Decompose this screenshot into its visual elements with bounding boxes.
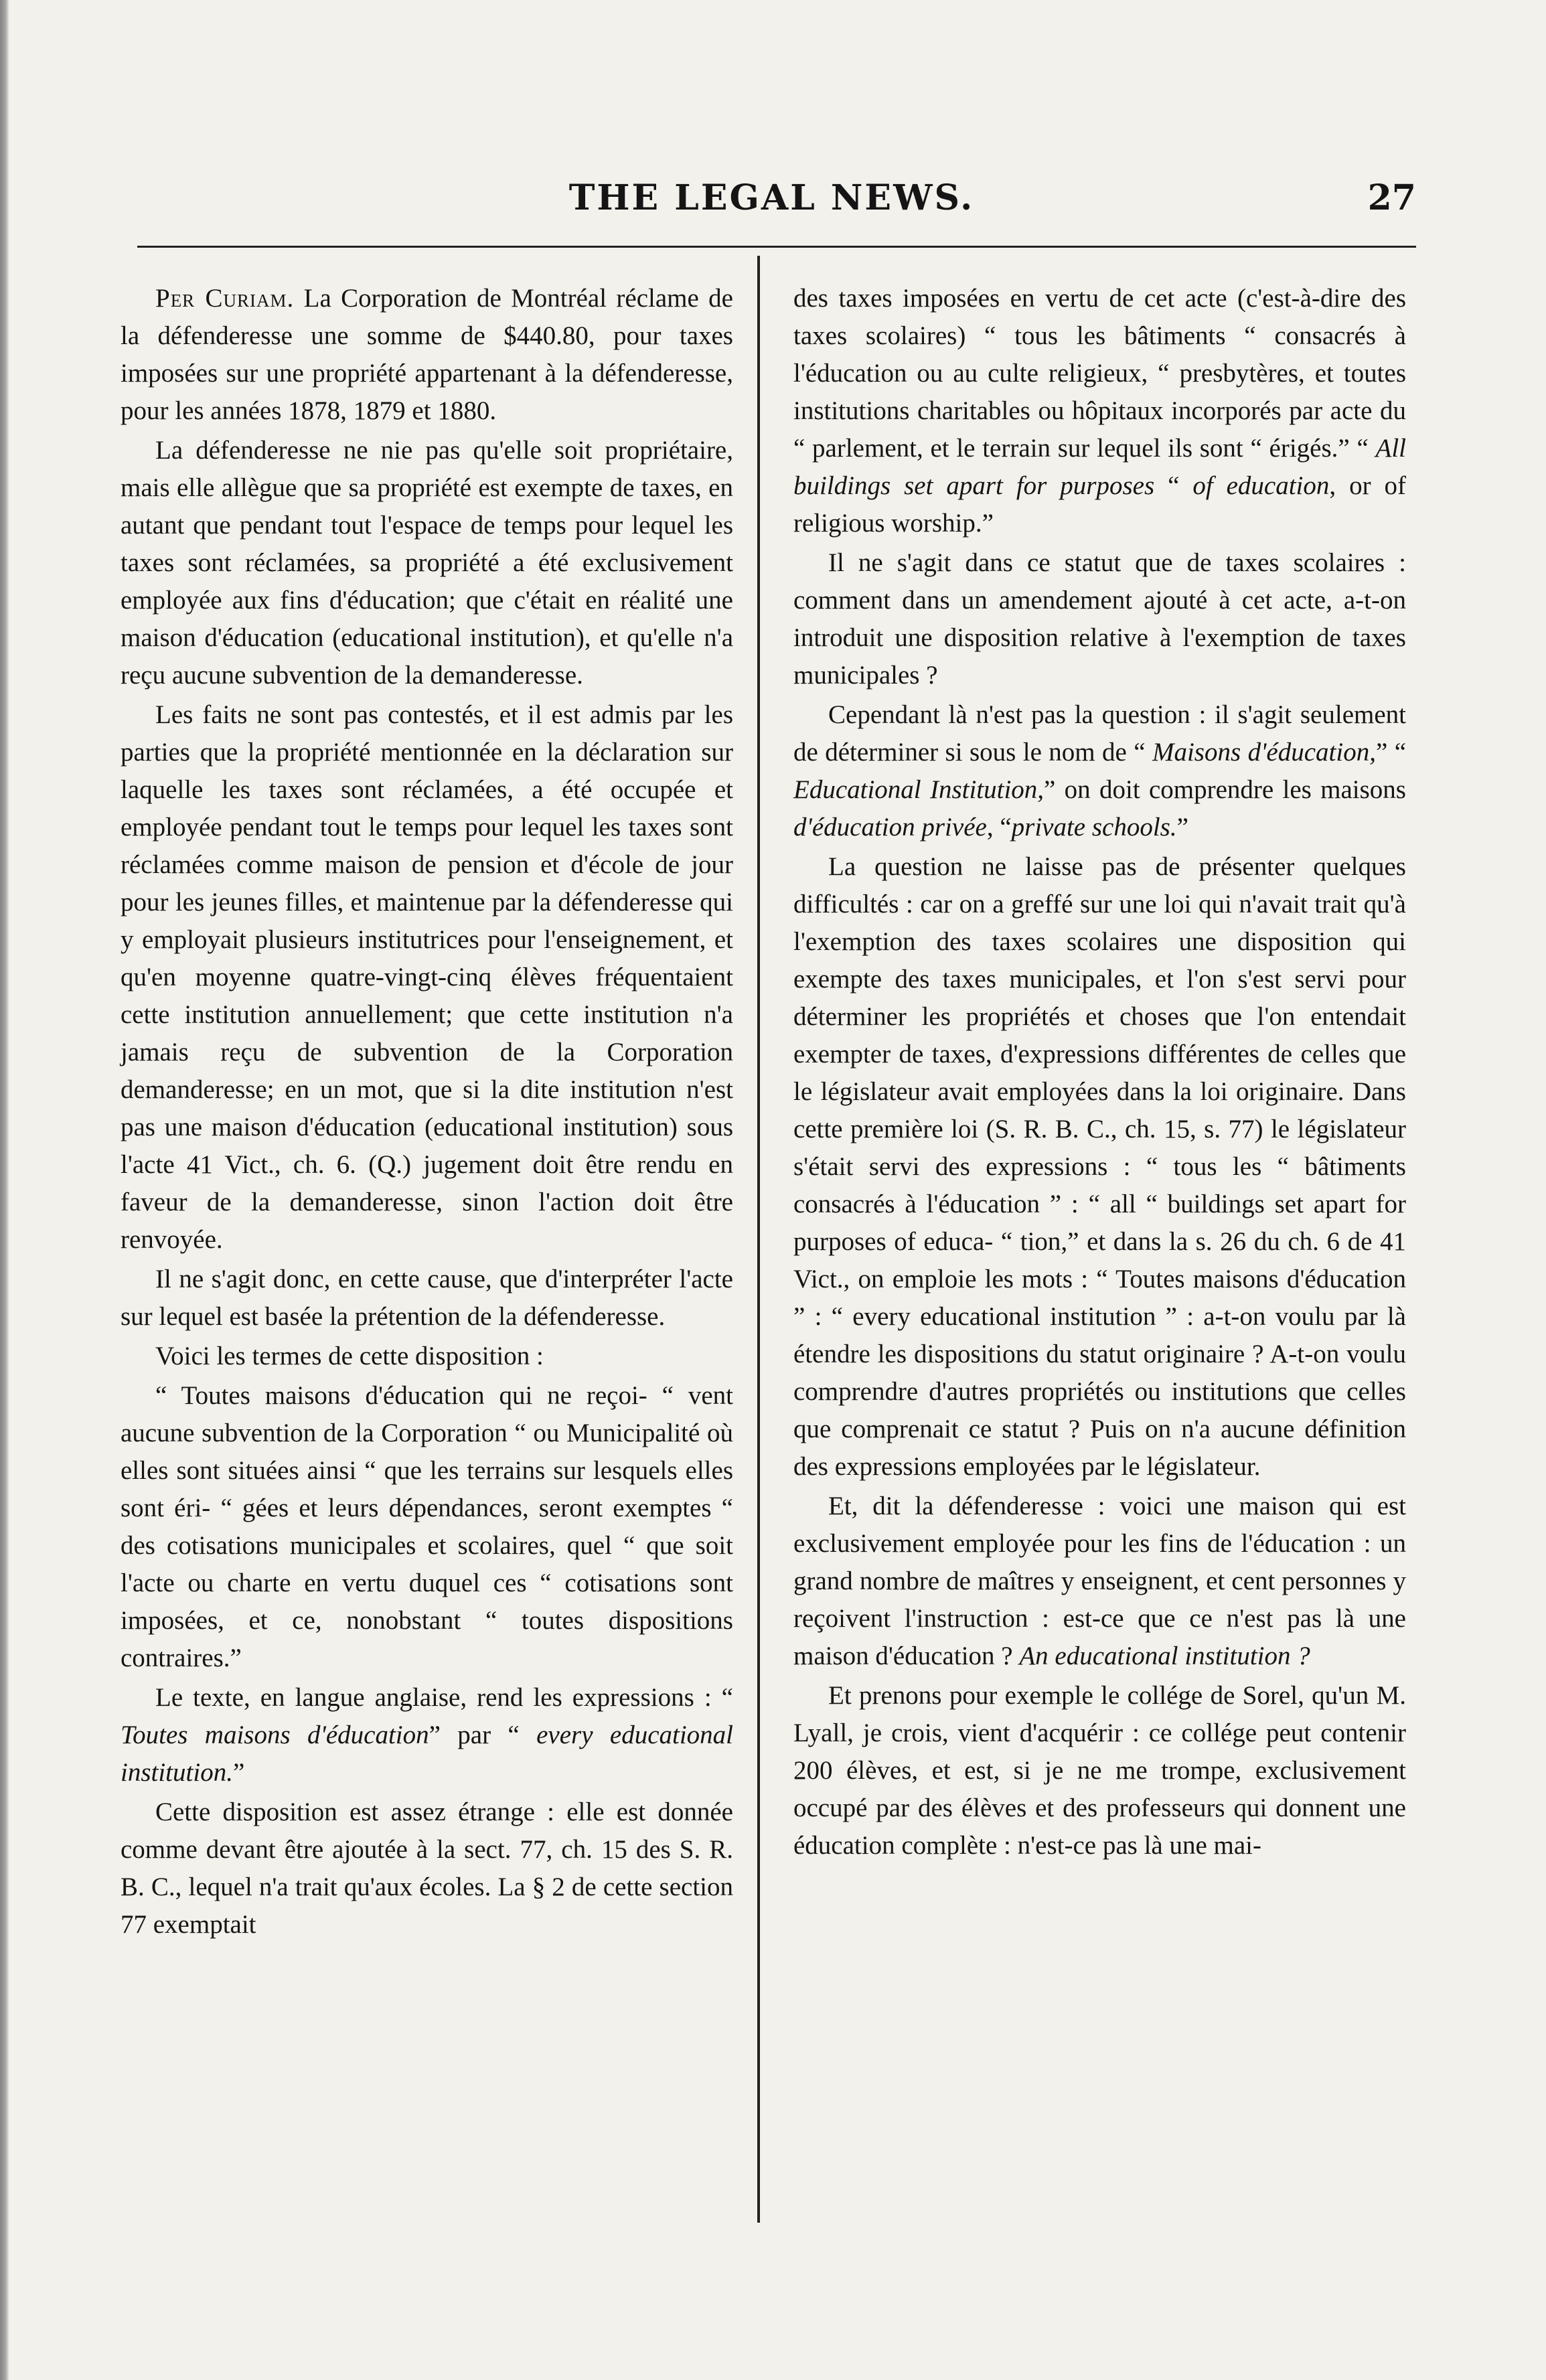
text-run: Le texte, en langue anglaise, rend les expressions : “ (155, 1683, 733, 1712)
paragraph: Et prenons pour exemple le collége de Sorel, qu'un M. Lyall, je crois, vient d'acquérir : ce collége peut contenir 200 élèves, et est, si je ne me trompe, exclusivement occupé par des élèves et des professeurs qui donnent une éducation complète : n'est-ce pas là une mai- (793, 1681, 1406, 1860)
text-run: , or of religious worship.” (793, 471, 1406, 538)
text-run: ” “ (1375, 738, 1406, 767)
text-run: “ (1154, 471, 1193, 500)
italic-run: of education (1192, 471, 1330, 500)
page-header (127, 177, 1416, 231)
text-run: des taxes imposées en vertu de cet acte (c'est-à-dire des taxes scolaires) “ tous les bâtiments “ consacrés à l'éducation ou au culte religieux, “ presbytères, et toutes institutions charitables ou hôpitaux incorporés par acte du “ parlement, et le terrain sur lequel ils sont “ érigés.” “ (793, 284, 1406, 463)
scan-edge-shadow (0, 0, 9, 2380)
header-rule (137, 246, 1416, 248)
text-run: ” (232, 1758, 245, 1787)
italic-run: All buildings set apart for purposes (793, 434, 1406, 500)
italic-run: every educational institution. (121, 1721, 734, 1787)
paragraph (121, 1679, 733, 1792)
italic-run: d'éducation privée (793, 813, 987, 842)
italic-run: Toutes maisons d'éducation (121, 1721, 429, 1749)
italic-run: private schools. (1011, 813, 1177, 842)
italic-run: Maisons d'éducation, (1152, 738, 1376, 767)
running-title: THE LEGAL NEWS. (568, 177, 975, 218)
column-divider (757, 256, 760, 2223)
paragraph: La défenderesse ne nie pas qu'elle soit propriétaire, mais elle allègue que sa propriété est exempte de taxes, en autant que pendant tout l'espace de temps pour lequel les taxes sont réclamées, sa propriété a été exclusivement employée aux fins d'éducation; que c'était en réalité une maison d'éducation (educational institution), et qu'elle n'a reçu aucune subvention de la demanderesse. (121, 436, 733, 690)
text-run: ” par “ (429, 1721, 537, 1749)
text-run: ” on doit comprendre les maisons (1044, 775, 1406, 804)
paragraph-text: La Corporation de Montréal réclame de la défenderesse une somme de $440.80, pour taxes imposées sur une propriété appartenant à la défenderesse, pour les années 1878, 1879 et 1880. (121, 284, 733, 425)
per-curiam-lead: Per Curiam. (155, 284, 295, 313)
paragraph: Voici les termes de cette disposition : (155, 1342, 544, 1370)
text-run: Et, dit la défenderesse : voici une maison qui est exclusivement employée pour les fins de l'éducation : un grand nombre de maîtres y enseignent, et cent personnes y reçoivent l'instruction : est-ce que ce n'est pas là une maison d'éducation ? (793, 1492, 1406, 1670)
paragraph: Il ne s'agit dans ce statut que de taxes scolaires : comment dans un amendement ajouté à cet acte, a-t-on introduit une disposition relative à l'exemption de taxes municipales ? (793, 548, 1406, 690)
paragraph (793, 696, 1406, 846)
paragraph: La question ne laisse pas de présenter quelques difficultés : car on a greffé sur une loi qui n'avait trait qu'à l'exemption des taxes scolaires une disposition qui exempte des taxes municipales, et l'on s'est servi pour déterminer les propriétés et choses que l'on entendait exempter de taxes, d'expressions différentes de celles que le législateur avait employées dans la loi originaire. Dans cette première loi (S. R. B. C., ch. 15, s. 77) le législateur s'était servi des expressions : “ tous les “ bâtiments consacrés à l'éducation ” : “ all “ buildings set apart for purposes of educa- “ tion,” et dans la s. 26 du ch. 6 de 41 Vict., on emploie les mots : “ Toutes maisons d'éducation ” : “ every educational institution ” : a-t-on voulu par là étendre les dispositions du statut originaire ? A-t-on voulu comprendre d'autres propriétés ou institutions que celles que comprenait ce statut ? Puis on n'a aucune définition des expressions employées par le législateur. (793, 852, 1406, 1481)
text-run: ” (1176, 813, 1188, 842)
paragraph (793, 1488, 1406, 1675)
text-run: Cependant là n'est pas la question : il s'agit seulement de déterminer si sous le nom de “ (793, 700, 1406, 767)
right-column (793, 280, 1406, 1867)
text-run: , “ (986, 813, 1012, 842)
left-column (121, 280, 733, 1946)
page-number: 27 (1367, 177, 1416, 218)
statute-quote: “ Toutes maisons d'éducation qui ne reçoi- “ vent aucune subvention de la Corporation “ ou Municipalité où elles sont situées ainsi “ que les terrains sur lesquels elles sont éri- “ gées et leurs dépendances, seront exemptes “ des cotisations municipales et scolaires, quel “ que soit l'acte ou charte en vertu duquel ces “ cotisations sont imposées, et ce, nonobstant “ toutes dispositions contraires.” (121, 1381, 733, 1672)
italic-run: An educational institution ? (1019, 1642, 1310, 1670)
paragraph: Les faits ne sont pas contestés, et il est admis par les parties que la propriété mentionnée en la déclaration sur laquelle les taxes sont réclamées, a été occupée et employée pendant tout le temps pour lequel les taxes sont réclamées comme maison de pension et d'école de jour pour les jeunes filles, et maintenue par la défenderesse qui y employait plusieurs institutrices pour l'enseignement, et qu'en moyenne quatre-vingt-cinq élèves fréquentaient cette institution annuellement; que cette institution n'a jamais reçu de subvention de la Corporation demanderesse; en un mot, que si la dite institution n'est pas une maison d'éducation (educational institution) sous l'acte 41 Vict., ch. 6. (Q.) jugement doit être rendu en faveur de la demanderesse, sinon l'action doit être renvoyée. (121, 700, 733, 1254)
paragraph: Cette disposition est assez étrange : elle est donnée comme devant être ajoutée à la sect. 77, ch. 15 des S. R. B. C., lequel n'a trait qu'aux écoles. La § 2 de cette section 77 exemptait (121, 1798, 733, 1939)
italic-run: Educational Institution, (793, 775, 1045, 804)
paragraph (121, 280, 733, 430)
paragraph (793, 280, 1406, 542)
paragraph: Il ne s'agit donc, en cette cause, que d'interpréter l'acte sur lequel est basée la prétention de la défenderesse. (121, 1265, 733, 1331)
